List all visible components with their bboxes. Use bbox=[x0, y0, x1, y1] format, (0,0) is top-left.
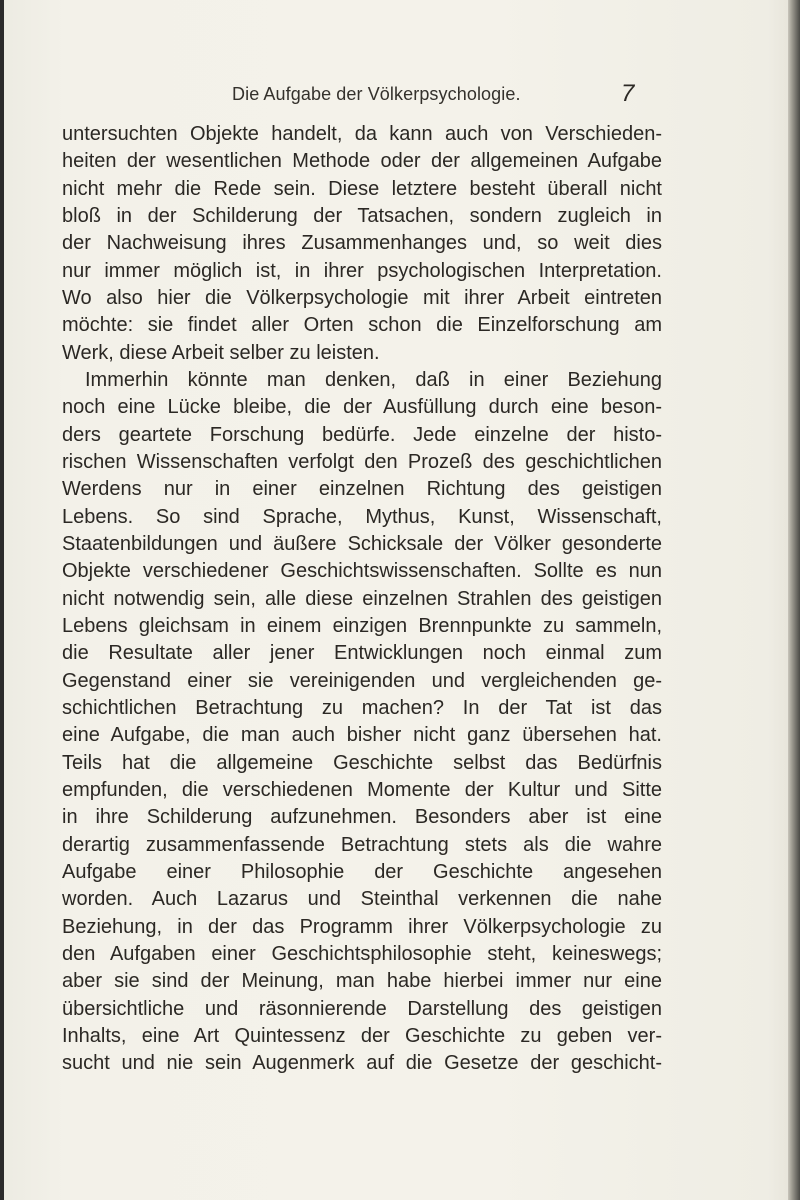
text-line: den Aufgaben einer Geschichtsphilosophie steht, keineswegs; bbox=[62, 942, 662, 965]
text-line: eine Aufgabe, die man auch bisher nicht ganz übersehen hat. bbox=[62, 724, 662, 747]
text-line: worden. Auch Lazarus und Steinthal verkennen die nahe bbox=[62, 888, 662, 911]
running-header bbox=[0, 80, 800, 114]
text-line: Staatenbildungen und äußere Schicksale der Völker gesonderte bbox=[62, 532, 662, 555]
text-line: Inhalts, eine Art Quintessenz der Geschichte zu geben ver- bbox=[62, 1024, 662, 1047]
text-line: in ihre Schilderung aufzunehmen. Besonders aber ist eine bbox=[62, 806, 662, 829]
body-text bbox=[62, 121, 662, 1077]
page-left-edge bbox=[0, 0, 4, 1200]
text-line: Gegenstand einer sie vereinigenden und vergleichenden ge- bbox=[62, 669, 662, 692]
text-line: Beziehung, in der das Programm ihrer Völkerpsychologie zu bbox=[62, 915, 662, 938]
text-line: Werdens nur in einer einzelnen Richtung des geistigen bbox=[62, 478, 662, 501]
text-line: der Nachweisung ihres Zusammenhanges und, so weit dies bbox=[62, 232, 662, 255]
text-line: noch eine Lücke bleibe, die der Ausfüllung durch eine beson- bbox=[62, 396, 662, 419]
text-line: möchte: sie findet aller Orten schon die Einzelforschung am bbox=[62, 314, 662, 337]
paragraph-start-line: Immerhin könnte man denken, daß in einer Beziehung bbox=[85, 368, 662, 391]
page-number: 7 bbox=[621, 80, 635, 107]
text-line: übersichtliche und räsonnierende Darstellung des geistigen bbox=[62, 997, 662, 1020]
text-line: untersuchten Objekte handelt, da kann auch von Verschieden- bbox=[62, 123, 662, 145]
text-line: derartig zusammenfassende Betrachtung stets als die wahre bbox=[62, 833, 662, 856]
text-line: Aufgabe einer Philosophie der Geschichte angesehen bbox=[62, 860, 662, 883]
running-title: Die Aufgabe der Völkerpsychologie. bbox=[232, 84, 521, 104]
text-line: Teils hat die allgemeine Geschichte selbst das Bedürfnis bbox=[62, 751, 662, 774]
text-line: nicht mehr die Rede sein. Diese letztere besteht überall nicht bbox=[62, 177, 662, 200]
page-right-edge-shadow bbox=[788, 0, 800, 1200]
text-line: die Resultate aller jener Entwicklungen noch einmal zum bbox=[62, 642, 662, 665]
text-line: aber sie sind der Meinung, man habe hierbei immer nur eine bbox=[62, 970, 662, 993]
paragraph-end-line: Werk, diese Arbeit selber zu leisten. bbox=[62, 341, 380, 364]
text-line: ders geartete Forschung bedürfe. Jede einzelne der histo- bbox=[62, 423, 662, 446]
text-line: empfunden, die verschiedenen Momente der Kultur und Sitte bbox=[62, 778, 662, 801]
text-line: rischen Wissenschaften verfolgt den Prozeß des geschichtlichen bbox=[62, 450, 662, 473]
text-line: Objekte verschiedener Geschichtswissenschaften. Sollte es nun bbox=[62, 560, 662, 583]
text-line: Lebens gleichsam in einem einzigen Brennpunkte zu sammeln, bbox=[62, 614, 662, 637]
text-line: sucht und nie sein Augenmerk auf die Gesetze der geschicht- bbox=[62, 1052, 662, 1075]
text-line: schichtlichen Betrachtung zu machen? In der Tat ist das bbox=[62, 696, 662, 719]
text-line: nicht notwendig sein, alle diese einzelnen Strahlen des geistigen bbox=[62, 587, 662, 610]
text-line: Wo also hier die Völkerpsychologie mit ihrer Arbeit eintreten bbox=[62, 286, 662, 309]
text-line: heiten der wesentlichen Methode oder der allgemeinen Aufgabe bbox=[62, 150, 662, 173]
text-line: bloß in der Schilderung der Tatsachen, sondern zugleich in bbox=[62, 204, 662, 227]
text-line: Lebens. So sind Sprache, Mythus, Kunst, Wissenschaft, bbox=[62, 505, 662, 528]
text-line: nur immer möglich ist, in ihrer psychologischen Interpretation. bbox=[62, 259, 662, 282]
